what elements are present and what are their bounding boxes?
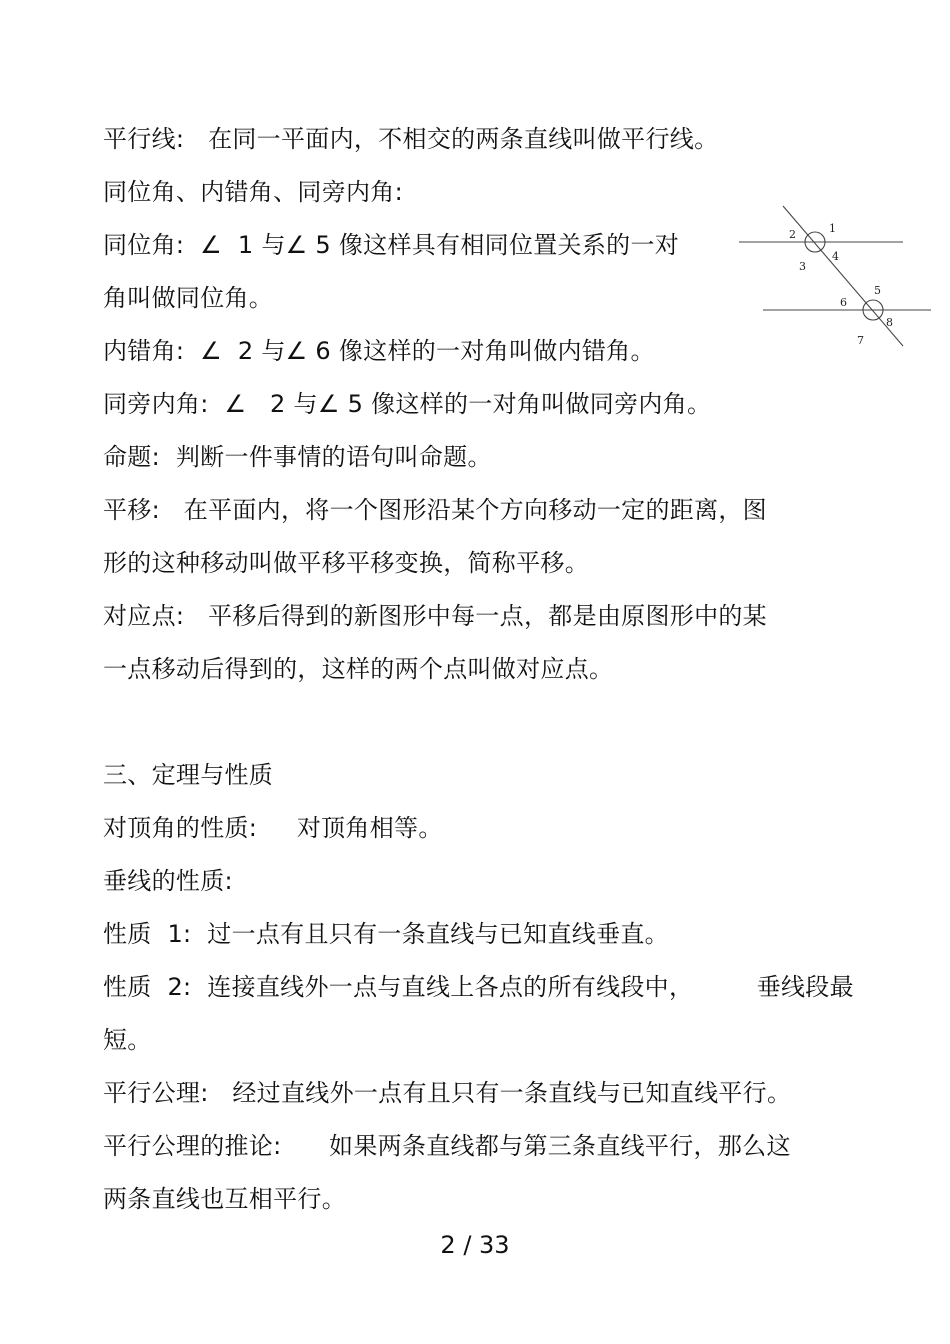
section-heading-theorems: 三、定理与性质 — [103, 761, 274, 789]
angle-label-5: 5 — [874, 284, 881, 297]
heading-perpendicular-properties: 垂线的性质: — [103, 867, 233, 895]
angle-label-2: 2 — [789, 228, 796, 241]
definition-corresponding-points: 对应点: 平移后得到的新图形中每一点，都是由原图形中的某 — [103, 602, 767, 630]
page-number: 2 / 33 — [440, 1231, 510, 1259]
definition-same-side-interior-angles: 同旁内角: ∠ 2 与∠ 5 像这样的一对角叫做同旁内角。 — [103, 390, 712, 418]
definition-corresponding-points-cont: 一点移动后得到的，这样的两个点叫做对应点。 — [103, 655, 614, 683]
parallel-postulate: 平行公理: 经过直线外一点有且只有一条直线与已知直线平行。 — [103, 1079, 792, 1107]
angle-label-3: 3 — [799, 260, 806, 273]
angle-label-7: 7 — [857, 334, 864, 347]
angle-label-8: 8 — [886, 316, 893, 329]
definition-translation-cont: 形的这种移动叫做平移平移变换，简称平移。 — [103, 549, 589, 577]
definition-alternate-interior-angles: 内错角: ∠ 2 与∠ 6 像这样的一对角叫做内错角。 — [103, 337, 655, 365]
definition-corresponding-angles-cont: 角叫做同位角。 — [103, 284, 274, 312]
parallel-lines-transversal-figure — [733, 200, 935, 358]
angle-label-1: 1 — [829, 222, 836, 235]
perpendicular-property-2: 性质 2: 连接直线外一点与直线上各点的所有线段中， 垂线段最 — [103, 973, 854, 1001]
heading-angle-types: 同位角、内错角、同旁内角: — [103, 178, 403, 206]
parallel-postulate-corollary: 平行公理的推论: 如果两条直线都与第三条直线平行，那么这 — [103, 1132, 791, 1160]
definition-corresponding-angles: 同位角: ∠ 1 与∠ 5 像这样具有相同位置关系的一对 — [103, 231, 680, 259]
parallel-postulate-corollary-cont: 两条直线也互相平行。 — [103, 1185, 346, 1213]
angle-label-4: 4 — [832, 250, 839, 263]
angle-label-6: 6 — [840, 296, 847, 309]
transversal-line — [783, 206, 903, 346]
property-vertical-angles: 对顶角的性质: 对顶角相等。 — [103, 814, 443, 842]
perpendicular-property-1: 性质 1: 过一点有且只有一条直线与已知直线垂直。 — [103, 920, 669, 948]
definition-proposition: 命题: 判断一件事情的语句叫命题。 — [103, 443, 492, 471]
perpendicular-property-2-cont: 短。 — [103, 1026, 152, 1054]
definition-translation: 平移: 在平面内，将一个图形沿某个方向移动一定的距离，图 — [103, 496, 767, 524]
definition-parallel-lines: 平行线: 在同一平面内，不相交的两条直线叫做平行线。 — [103, 125, 719, 153]
